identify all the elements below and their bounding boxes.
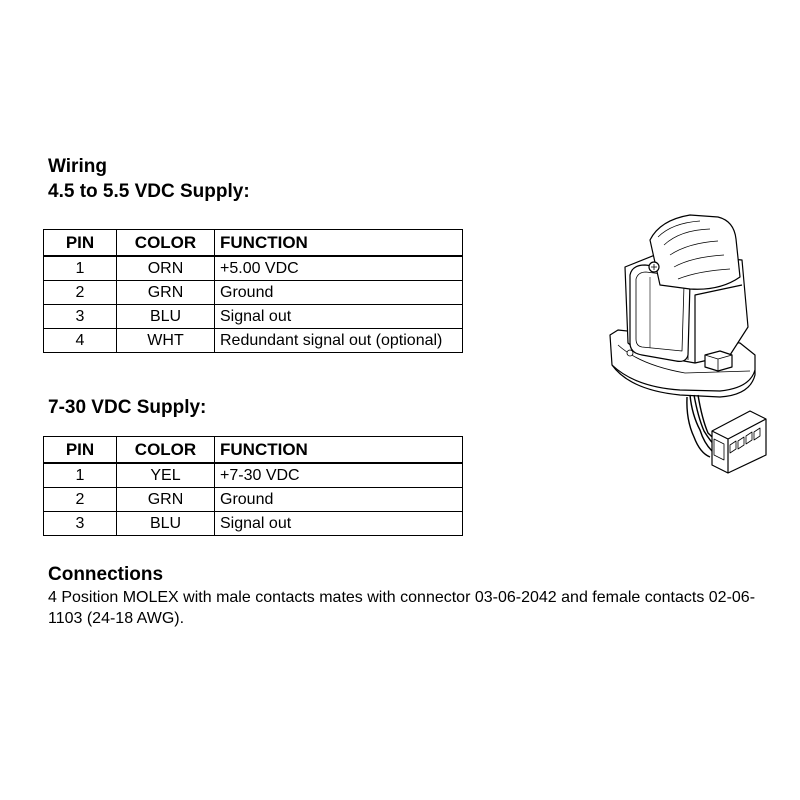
table-row: [44, 281, 463, 305]
function-cell: Ground: [215, 281, 463, 305]
pin-header: PIN: [44, 230, 117, 257]
color-header: COLOR: [117, 230, 215, 257]
table-row: [44, 329, 463, 353]
table-row: [44, 512, 463, 536]
sensor-illustration: [600, 205, 780, 485]
supply1-heading: 4.5 to 5.5 VDC Supply:: [48, 181, 250, 202]
pin-cell: 1: [44, 463, 117, 488]
table-header-row: [44, 230, 463, 257]
pin-cell: 1: [44, 256, 117, 281]
color-cell: BLU: [117, 305, 215, 329]
function-header: FUNCTION: [215, 437, 463, 464]
pin-cell: 2: [44, 488, 117, 512]
color-cell: GRN: [117, 488, 215, 512]
supply2-table: [43, 436, 463, 536]
color-cell: GRN: [117, 281, 215, 305]
function-cell: Ground: [215, 488, 463, 512]
color-cell: WHT: [117, 329, 215, 353]
function-header: FUNCTION: [215, 230, 463, 257]
connections-description: 4 Position MOLEX with male contacts mates with connector 03-06-2042 and female contacts 02-06-1103 (24-18 AWG).: [48, 589, 756, 627]
connections-heading: Connections: [48, 564, 164, 585]
table-row: [44, 305, 463, 329]
pin-cell: 3: [44, 512, 117, 536]
color-cell: YEL: [117, 463, 215, 488]
function-cell: +7-30 VDC: [215, 463, 463, 488]
function-cell: +5.00 VDC: [215, 256, 463, 281]
color-header: COLOR: [117, 437, 215, 464]
table-header-row: [44, 437, 463, 464]
pin-header: PIN: [44, 437, 117, 464]
supply1-table: [43, 229, 463, 353]
supply2-heading: 7-30 VDC Supply:: [48, 397, 207, 418]
pin-cell: 2: [44, 281, 117, 305]
table-row: [44, 463, 463, 488]
color-cell: BLU: [117, 512, 215, 536]
pin-cell: 3: [44, 305, 117, 329]
function-cell: Signal out: [215, 305, 463, 329]
color-cell: ORN: [117, 256, 215, 281]
table-row: [44, 256, 463, 281]
function-cell: Signal out: [215, 512, 463, 536]
wiring-heading: Wiring: [48, 156, 107, 177]
table-row: [44, 488, 463, 512]
pin-cell: 4: [44, 329, 117, 353]
function-cell: Redundant signal out (optional): [215, 329, 463, 353]
